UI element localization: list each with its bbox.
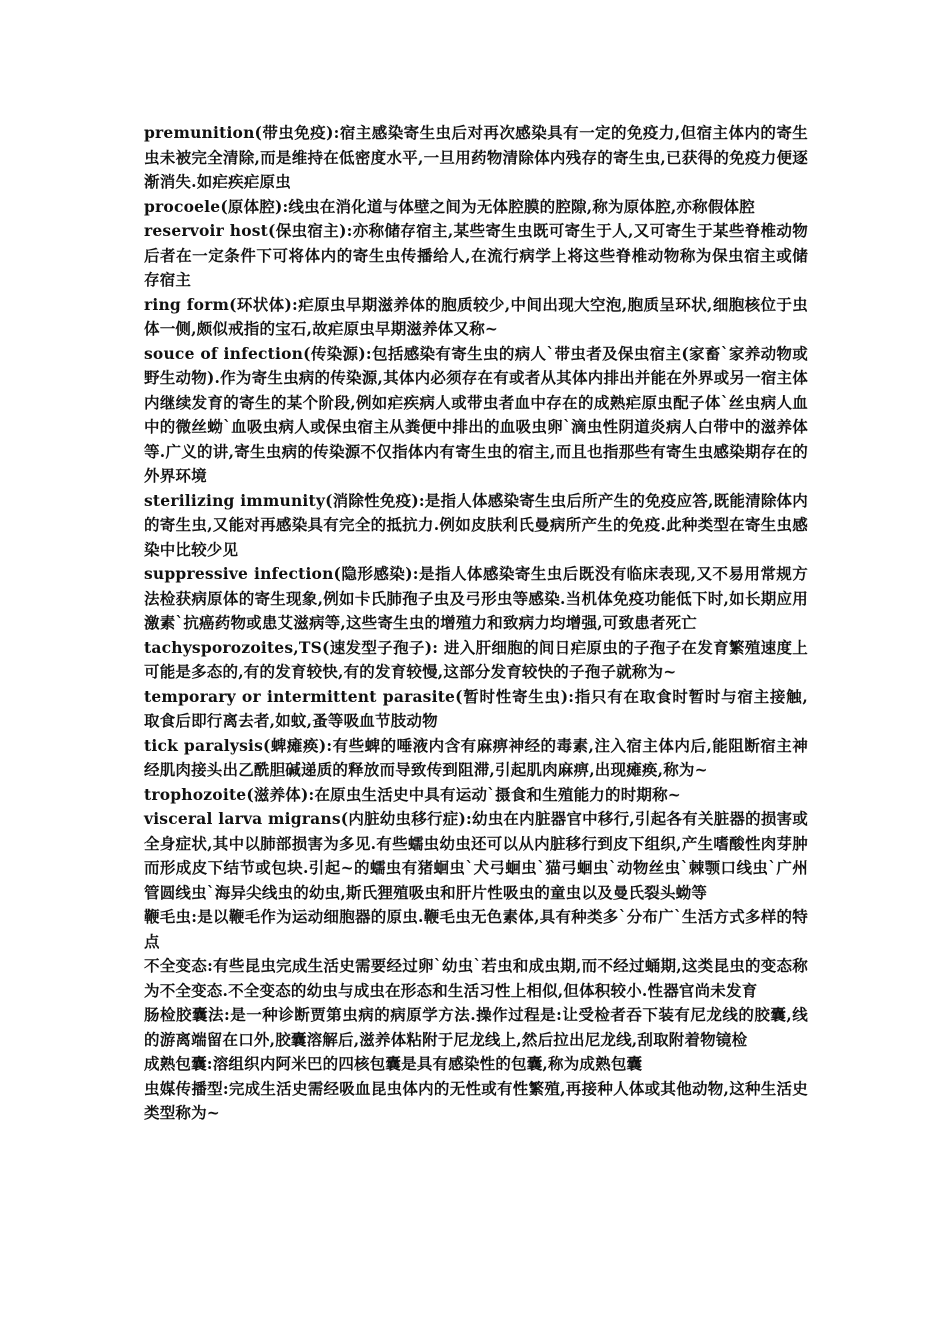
glossary-entry-vector-transmission: 虫媒传播型:完成生活史需经吸血昆虫体内的无性或有性繁殖,再接种人体或其他动物,这种生活史类型称为~ bbox=[144, 1078, 808, 1122]
glossary-entry-temporary-parasite: temporary or intermittent parasite(暂时性寄生虫):指只有在取食时暂时与宿主接触,取食后即行离去者,如蚊,蚤等吸血节肢动物 bbox=[144, 686, 808, 730]
glossary-entry-mature-cyst: 成熟包囊:溶组织内阿米巴的四核包囊是具有感染性的包囊,称为成熟包囊 bbox=[144, 1054, 643, 1073]
glossary-entry-flagellate: 鞭毛虫:是以鞭毛作为运动细胞器的原虫.鞭毛虫无色素体,具有种类多`分布广`生活方式多样的特点 bbox=[144, 907, 808, 951]
document-page bbox=[144, 121, 808, 1126]
glossary-entry-reservoir-host: reservoir host(保虫宿主):亦称储存宿主,某些寄生虫既可寄生于人,又可寄生于某些脊椎动物后者在一定条件下可将体内的寄生虫传播给人,在流行病学上将这些脊椎动物称为保虫宿主或储存宿主 bbox=[144, 221, 808, 289]
glossary-entry-ring-form: ring form(环状体):疟原虫早期滋养体的胞质较少,中间出现大空泡,胞质呈环状,细胞核位于虫体一侧,颇似戒指的宝石,故疟原虫早期滋养体又称~ bbox=[144, 294, 808, 338]
glossary-entry-trophozoite: trophozoite(滋养体):在原虫生活史中具有运动`摄食和生殖能力的时期称~ bbox=[144, 784, 681, 804]
glossary-entry-procoele: procoele(原体腔):线虫在消化道与体壁之间为无体腔膜的腔隙,称为原体腔,亦称假体腔 bbox=[144, 196, 755, 216]
glossary-entry-visceral-larva-migrans: visceral larva migrans(内脏幼虫移行症):幼虫在内脏器官中移行,引起各有关脏器的损害或全身症状,其中以肺部损害为多见.有些蠕虫幼虫还可以从内脏移行到皮下组织,产生嗜酸性肉芽肿而形成皮下结节或包块.引起~的蠕虫有猪蛔虫`犬弓蛔虫`猫弓蛔虫`动物丝虫`棘颚口线虫`广州管圆线虫`海异尖线虫的幼虫,斯氏狸殖吸虫和肝片性吸虫的童虫以及曼氏裂头蚴等 bbox=[144, 809, 808, 902]
glossary-entry-sterilizing-immunity: sterilizing immunity(消除性免疫):是指人体感染寄生虫后所产生的免疫应答,既能清除体内的寄生虫,又能对再感染具有完全的抵抗力.例如皮肤利氏曼病所产生的免疫.此种类型在寄生虫感染中比较少见 bbox=[144, 490, 808, 559]
glossary-entry-enterotest-capsule: 肠检胶囊法:是一种诊断贾第虫病的病原学方法.操作过程是:让受检者吞下装有尼龙线的胶囊,线的游离端留在口外,胶囊溶解后,滋养体粘附于尼龙线上,然后拉出尼龙线,刮取附着物镜检 bbox=[144, 1005, 808, 1049]
glossary-entry-premunition: premunition(带虫免疫):宿主感染寄生虫后对再次感染具有一定的免疫力,但宿主体内的寄生虫未被完全清除,而是维持在低密度水平,一旦用药物清除体内残存的寄生虫,已获得的免疫力便逐渐消失.如疟疾疟原虫 bbox=[144, 123, 808, 191]
glossary-entry-suppressive-infection: suppressive infection(隐形感染):是指人体感染寄生虫后既没有临床表现,又不易用常规方法检获病原体的寄生现象,例如卡氏肺孢子虫及弓形虫等感染.当机体免疫功能低下时,如长期应用激素`抗癌药物或患艾滋病等,这些寄生虫的增殖力和致病力均增强,可致患者死亡 bbox=[144, 564, 808, 632]
glossary-entry-tick-paralysis: tick paralysis(蜱瘫痪):有些蜱的唾液内含有麻痹神经的毒素,注入宿主体内后,能阻断宿主神经肌肉接头出乙酰胆碱递质的释放而导致传到阻滞,引起肌肉麻痹,出现瘫痪,称为~ bbox=[144, 735, 808, 779]
glossary-entry-source-of-infection: souce of infection(传染源):包括感染有寄生虫的病人`带虫者及保虫宿主(家畜`家养动物或野生动物).作为寄生虫病的传染源,其体内必须存在有或者从其体内排出并能在外界或另一宿主体内继续发育的寄生的某个阶段,例如疟疾病人或带虫者血中存在的成熟疟原虫配子体`丝虫病人血中的微丝蚴`血吸虫病人或保虫宿主从粪便中排出的血吸虫卵`滴虫性阴道炎病人白带中的滋养体等.广义的讲,寄生虫病的传染源不仅指体内有寄生虫的宿主,而且也指那些有寄生虫感染期存在的外界环境 bbox=[144, 343, 808, 485]
glossary-entry-incomplete-metamorphosis: 不全变态:有些昆虫完成生活史需要经过卵`幼虫`若虫和成虫期,而不经过蛹期,这类昆虫的变态称为不全变态.不全变态的幼虫与成虫在形态和生活习性上相似,但体积较小.性器官尚未发育 bbox=[144, 956, 808, 1000]
glossary-entry-tachysporozoites: tachysporozoites,TS(速发型子孢子): 进入肝细胞的间日疟原虫的子孢子在发育繁殖速度上可能是多态的,有的发育较快,有的发育较慢,这部分发育较快的子孢子就称为~ bbox=[144, 637, 808, 681]
